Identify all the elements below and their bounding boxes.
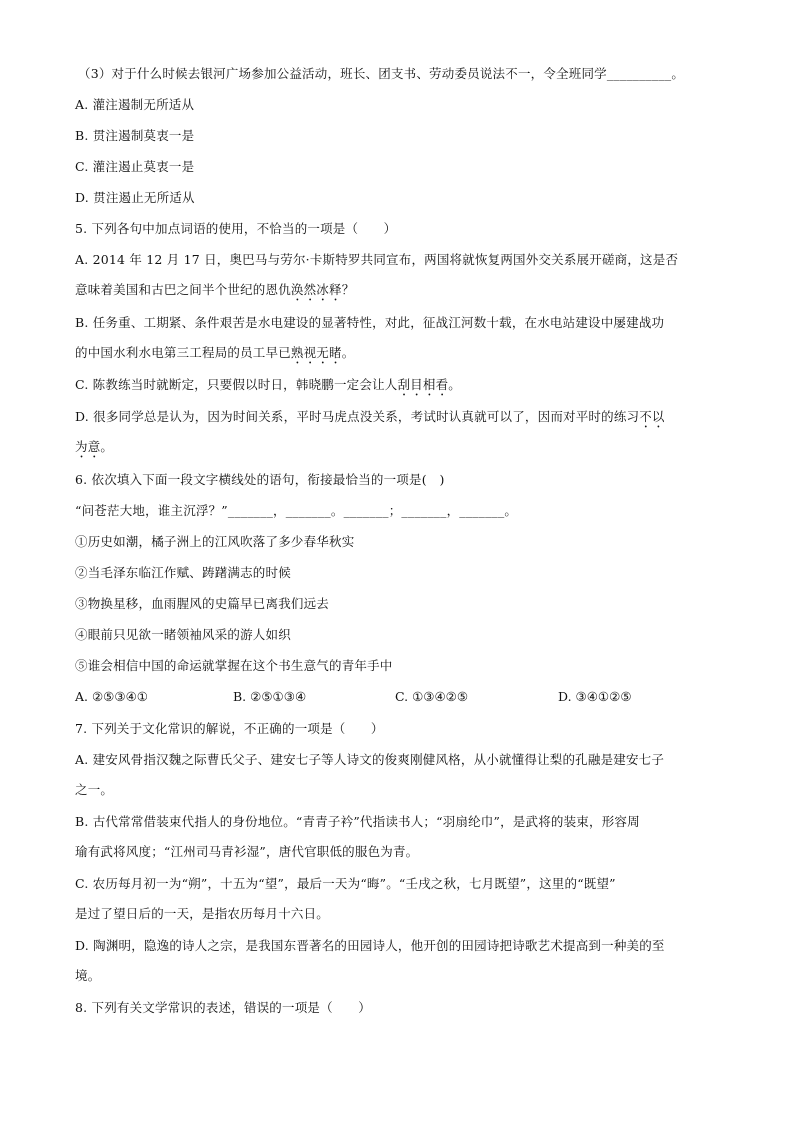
q5-option-a-line2: 意味着美国和古巴之间半个世纪的恩仇涣然冰释？ [75, 282, 355, 297]
q4-3-option-b: B. 贯注遏制莫衷一是 [75, 128, 195, 143]
q4-3-option-c: C. 灌注遏止莫衷一是 [75, 159, 195, 174]
q5-option-b-line1: B. 任务重、工期紧、条件艰苦是水电建设的显著特性，对此，征战江河数十载，在水电站建设中屡建战功 [75, 315, 665, 330]
q5-option-d-line1: D. 很多同学总是认为，因为时间关系，平时马虎点没关系，考试时认真就可以了，因而对平时的练习不以 [75, 409, 665, 424]
q6-option-a: A. ②⑤③④① [75, 689, 149, 704]
q5-option-d-line2: 为意。 [75, 439, 114, 454]
q7-line: B. 古代常常借装束代指人的身份地位。“青青子衿”代指读书人；“羽扇纶巾”，是武将的装束，形容周 [75, 814, 640, 829]
dotted-term: 刮目相看 [397, 377, 449, 392]
q7-line: 境。 [75, 968, 101, 983]
q5-option-a-line1: A. 2014 年 12 月 17 日，奥巴马与劳尔·卡斯特罗共同宣布，两国将就恢复两国外交关系展开磋商，这是否 [75, 252, 679, 267]
q6-option-d: D. ③④①②⑤ [558, 689, 632, 704]
q7-line: 之一。 [75, 782, 114, 797]
q4-3-stem: （3）对于什么时候去银河广场参加公益活动，班长、团支书、劳动委员说法不一，令全班同学__________。 [78, 66, 685, 81]
q6-option-b: B. ②⑤①③④ [233, 689, 307, 704]
q6-item-3: ③物换星移，血雨腥风的史篇早已离我们远去 [75, 596, 330, 611]
q5-option-c: C. 陈教练当时就断定，只要假以时日，韩晓鹏一定会让人刮目相看。 [75, 377, 461, 392]
q5-option-b-line2: 的中国水利水电第三工程局的员工早已熟视无睹。 [75, 345, 355, 360]
q6-item-5: ⑤谁会相信中国的命运就掌握在这个书生意气的青年手中 [75, 658, 393, 673]
q7-line: A. 建安风骨指汉魏之际曹氏父子、建安七子等人诗文的俊爽刚健风格，从小就懂得让梨的孔融是建安七子 [75, 752, 665, 767]
q6-option-c: C. ①③④②⑤ [395, 689, 469, 704]
q7-line: C. 农历每月初一为“朔”，十五为“望”，最后一天为“晦”。“壬戌之秋，七月既望”，这里的“既望” [75, 876, 616, 891]
dotted-term: 不以 [639, 409, 665, 424]
q6-stem: 6. 依次填入下面一段文字横线处的语句，衔接最恰当的一项是( ) [75, 472, 445, 487]
q4-3-option-a: A. 灌注遏制无所适从 [75, 97, 195, 112]
q7-line: 瑜有武将风度；“江州司马青衫湿”，唐代官职低的服色为青。 [75, 844, 419, 859]
q7-stem: 7. 下列关于文化常识的解说，不正确的一项是（ ） [75, 721, 384, 736]
q4-3-option-d: D. 贯注遏止无所适从 [75, 190, 195, 205]
q6-item-1: ①历史如潮，橘子洲上的江风吹落了多少春华秋实 [75, 534, 355, 549]
q6-item-4: ④眼前只见欲一睹领袖风采的游人如织 [75, 627, 291, 642]
q5-stem: 5. 下列各句中加点词语的使用，不恰当的一项是（ ） [75, 221, 397, 236]
q7-line: 是过了望日后的一天，是指农历每月十六日。 [75, 906, 330, 921]
dotted-term: 为意 [75, 439, 101, 454]
q6-item-2: ②当毛泽东临江作赋、踌躇满志的时候 [75, 565, 291, 580]
dotted-term: 熟视无睹 [290, 345, 342, 360]
q7-line: D. 陶渊明，隐逸的诗人之宗，是我国东晋著名的田园诗人，他开创的田园诗把诗歌艺术提高到一种美的至 [75, 938, 665, 953]
dotted-term: 涣然冰释 [290, 282, 342, 297]
q6-quote: “问苍茫大地，谁主沉浮？”_______，_______。_______；_______，_______。 [75, 503, 518, 518]
q8-stem: 8. 下列有关文学常识的表述，错误的一项是（ ） [75, 1000, 371, 1015]
